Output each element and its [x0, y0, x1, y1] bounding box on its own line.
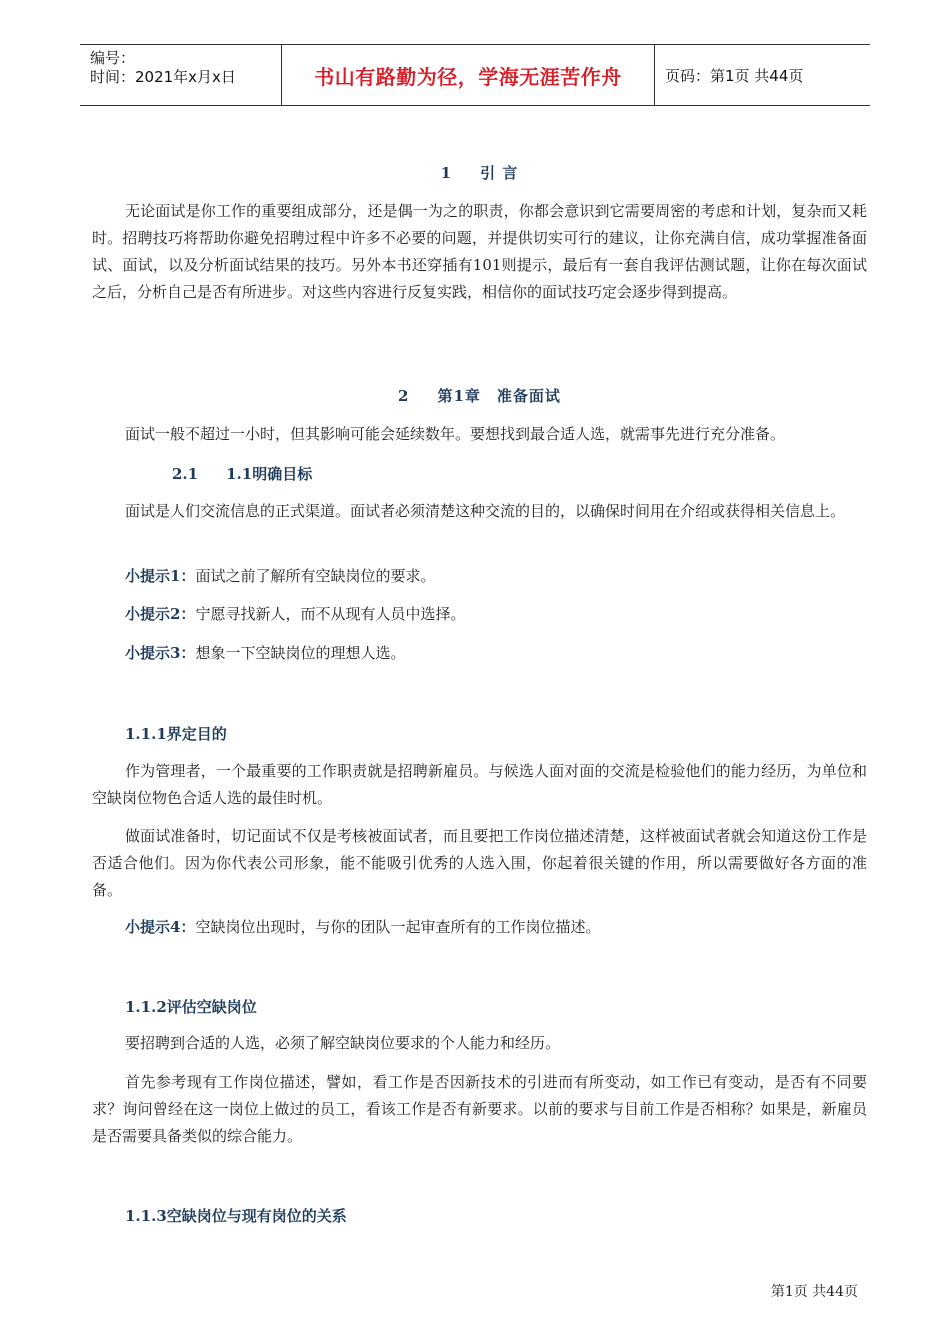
page-header: [80, 44, 870, 106]
tip-4: [92, 914, 900, 941]
page-footer: 第1页 共44页: [770, 1284, 858, 1300]
chapter-1-title-text: 第1章 准备面试: [437, 387, 561, 405]
section-heading-1-1-3: 1.1.3空缺岗位与现有岗位的关系: [125, 1207, 347, 1225]
section-heading-1-1-1: 1.1.1界定目的: [125, 725, 227, 743]
document-number-label: 编号：: [90, 49, 136, 67]
tip-2-text: 宁愿寻找新人，而不从现有人员中选择。: [195, 605, 466, 623]
section-heading-1-1: 2.1 1.1明确目标: [172, 465, 313, 483]
tip-1: [92, 563, 900, 590]
section-1-1-1-paragraph-1: 作为管理者，一个最重要的工作职责就是招聘新雇员。与候选人面对面的交流是检验他们的能力经历，为单位和空缺岗位物色合适人选的最佳时机。: [92, 762, 867, 807]
tip-4-text: 空缺岗位出现时，与你的团队一起审查所有的工作岗位描述。: [195, 918, 601, 936]
tip-4-label: 小提示4：: [125, 918, 196, 936]
section-1-1-1-paragraph-2: 做面试准备时，切记面试不仅是考核被面试者，而且要把工作岗位描述清楚，这样被面试者就会知道这份工作是否适合他们。因为你代表公司形象，能不能吸引优秀的人选入围，你起着很关键的作用，所以需要做好各方面的准备。: [92, 827, 867, 899]
tip-2-label: 小提示2：: [125, 605, 196, 623]
document-date: 时间：2021年x月x日: [90, 68, 236, 86]
tip-3-text: 想象一下空缺岗位的理想人选。: [195, 644, 406, 662]
tip-3-label: 小提示3：: [125, 644, 196, 662]
section-1-1-paragraph: 面试是人们交流信息的正式渠道。面试者必须清楚这种交流的目的，以确保时间用在介绍或获得相关信息上。: [125, 502, 846, 520]
chapter-1-intro-paragraph: 面试一般不超过一小时，但其影响可能会延续数年。要想找到最合适人选，就需事先进行充分准备。: [125, 425, 786, 443]
section-1-1-2-paragraph-1: 要招聘到合适的人选，必须了解空缺岗位要求的个人能力和经历。: [125, 1034, 561, 1052]
header-motto: 书山有路勤为径，学海无涯苦作舟: [282, 45, 655, 105]
header-meta: [80, 45, 282, 105]
section-heading-1-1-2: 1.1.2评估空缺岗位: [125, 998, 257, 1016]
intro-paragraph: 无论面试是你工作的重要组成部分，还是偶一为之的职责，你都会意识到它需要周密的考虑和计划，复杂而又耗时。招聘技巧将帮助你避免招聘过程中许多不必要的问题，并提供切实可行的建议，让你充满自信，成功掌握准备面试、面试，以及分析面试结果的技巧。另外本书还穿插有101则提示，最后有一套自我评估测试题，让你在每次面试之后，分析自己是否有所进步。对这些内容进行反复实践，相信你的面试技巧定会逐步得到提高。: [92, 202, 867, 301]
section-1-1-2-paragraph-2: 首先参考现有工作岗位描述，譬如，看工作是否因新技术的引进而有所变动，如工作已有变动，是否有不同要求？询问曾经在这一岗位上做过的员工，看该工作是否有新要求。以前的要求与目前工作是否相称？如果是，新雇员是否需要具备类似的综合能力。: [92, 1073, 867, 1145]
header-page-info: 页码：第1页 共44页: [665, 66, 804, 85]
chapter-title-1: 2 第1章 准备面试: [398, 387, 561, 405]
tip-2: [92, 601, 900, 628]
tip-1-text: 面试之前了解所有空缺岗位的要求。: [195, 567, 436, 585]
intro-title-text: 引 言: [480, 164, 519, 182]
tip-3: [92, 640, 900, 667]
section-title-intro: 1 引 言: [440, 164, 519, 182]
tip-1-label: 小提示1：: [125, 567, 196, 585]
